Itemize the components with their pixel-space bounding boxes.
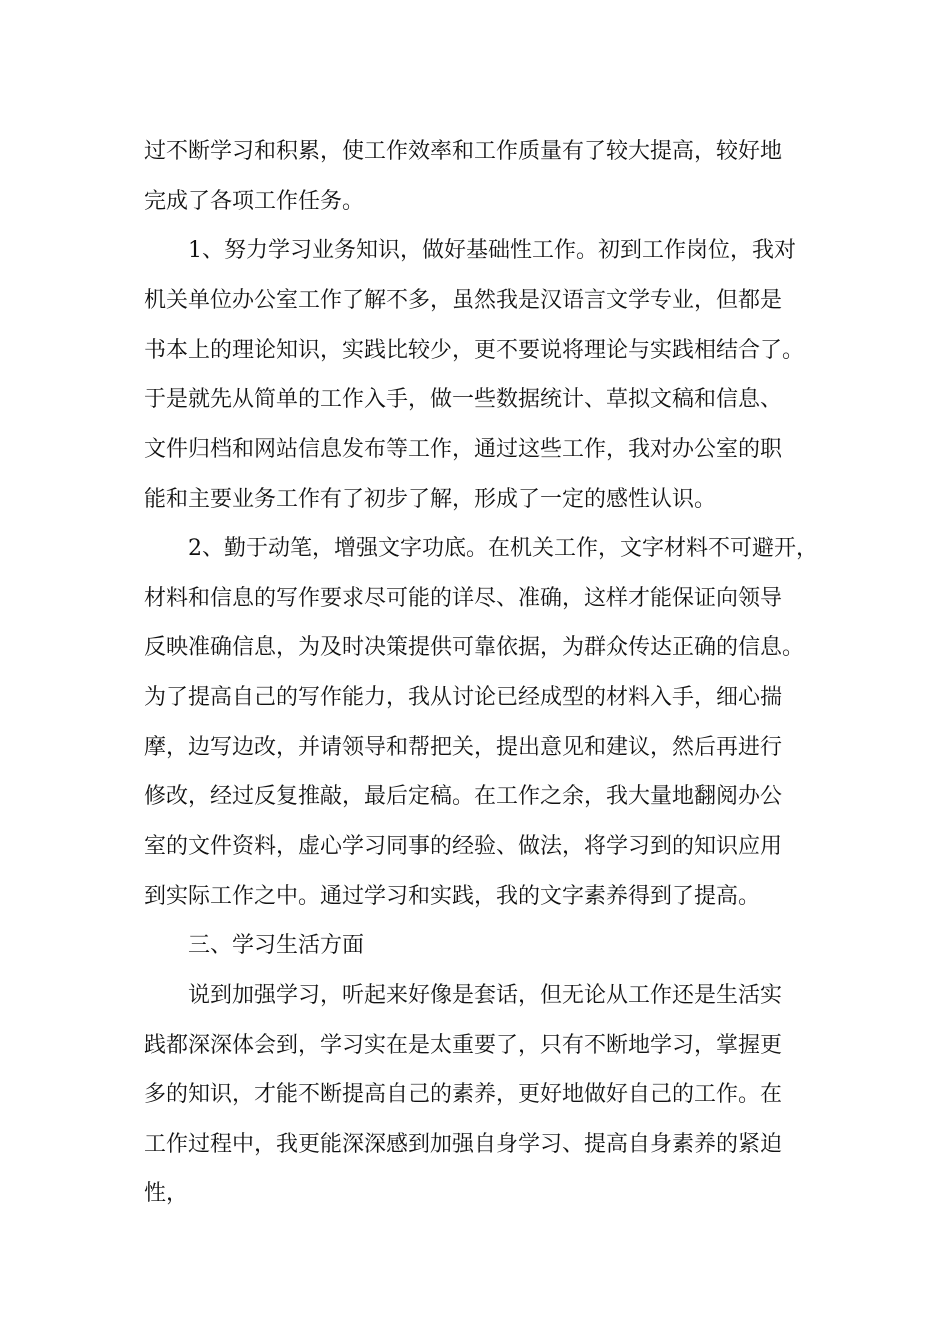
text-line: 于是就先从简单的工作入手，做一些数据统计、草拟文稿和信息、 (144, 387, 783, 412)
text-line: 到实际工作之中。通过学习和实践，我的文字素养得到了提高。 (144, 884, 761, 909)
text-line: 1、努力学习业务知识，做好基础性工作。初到工作岗位，我对 (144, 238, 796, 263)
text-line: 文件归档和网站信息发布等工作，通过这些工作，我对办公室的职 (144, 437, 783, 462)
text-line: 工作过程中，我更能深深感到加强自身学习、提高自身素养的紧迫 (144, 1132, 783, 1157)
text-line: 摩，边写边改，并请领导和帮把关，提出意见和建议，然后再进行 (144, 735, 783, 760)
text-line: 性， (144, 1181, 189, 1206)
text-line: 过不断学习和积累，使工作效率和工作质量有了较大提高，较好地 (144, 139, 783, 164)
text-line: 说到加强学习，听起来好像是套话，但无论从工作还是生活实 (144, 983, 783, 1008)
section-heading: 三、学习生活方面 (144, 933, 365, 958)
text-line: 完成了各项工作任务。 (144, 189, 365, 214)
text-line: 修改，经过反复推敲，最后定稿。在工作之余，我大量地翻阅办公 (144, 784, 783, 809)
text-line: 能和主要业务工作有了初步了解，形成了一定的感性认识。 (144, 487, 717, 512)
text-line: 室的文件资料，虚心学习同事的经验、做法，将学习到的知识应用 (144, 834, 783, 859)
text-line: 践都深深体会到，学习实在是太重要了，只有不断地学习，掌握更 (144, 1033, 783, 1058)
text-line: 书本上的理论知识，实践比较少，更不要说将理论与实践相结合了。 (144, 338, 805, 363)
text-line: 机关单位办公室工作了解不多，虽然我是汉语言文学专业，但都是 (144, 288, 783, 313)
text-line: 反映准确信息，为及时决策提供可靠依据，为群众传达正确的信息。 (144, 635, 805, 660)
text-line: 为了提高自己的写作能力，我从讨论已经成型的材料入手，细心揣 (144, 685, 783, 710)
text-line: 2、勤于动笔，增强文字功底。在机关工作，文字材料不可避开， (144, 536, 818, 561)
text-line: 多的知识，才能不断提高自己的素养，更好地做好自己的工作。在 (144, 1082, 783, 1107)
text-line: 材料和信息的写作要求尽可能的详尽、准确，这样才能保证向领导 (144, 586, 783, 611)
